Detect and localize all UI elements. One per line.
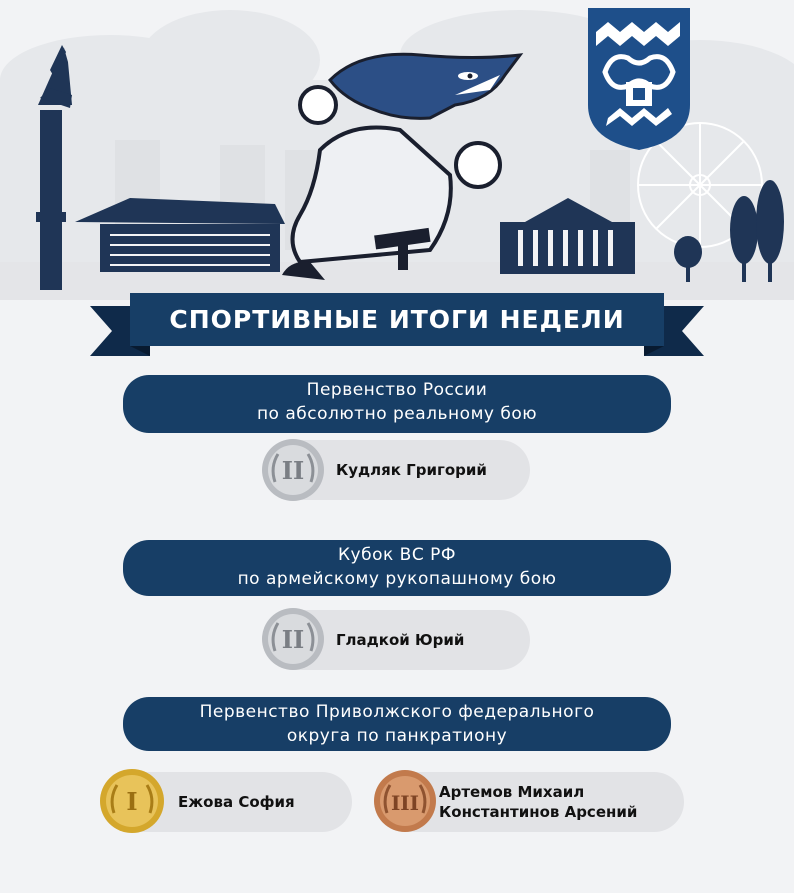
- medal-place: I: [126, 787, 138, 816]
- city-emblem-icon: [588, 8, 690, 150]
- event-title-line: по абсолютно реальному бою: [256, 404, 538, 424]
- page-title: СПОРТИВНЫЕ ИТОГИ НЕДЕЛИ: [169, 304, 625, 334]
- silver-medal-icon: [260, 606, 326, 672]
- athlete-name: Кудляк Григорий: [336, 461, 487, 479]
- medal-place: II: [281, 625, 305, 654]
- athlete-name: Гладкой Юрий: [336, 631, 465, 649]
- palace-building-icon: [75, 198, 285, 272]
- medal-place: II: [281, 456, 305, 485]
- event-title-line: Кубок ВС РФ: [337, 545, 456, 565]
- event-title-line: Первенство Приволжского федерального: [199, 702, 595, 722]
- athlete-names: [439, 782, 637, 822]
- event-title-card: [123, 375, 671, 433]
- header-illustration: [0, 0, 794, 300]
- event-title-line: Первенство России: [306, 380, 488, 400]
- medal-place: III: [390, 791, 420, 815]
- gold-medal-icon: [98, 767, 166, 835]
- event-title-line: по армейскому рукопашному бою: [237, 569, 557, 589]
- event-title-card: [123, 540, 671, 596]
- athlete-name: Ежова София: [178, 793, 295, 811]
- bronze-medal-icon: [372, 768, 438, 834]
- athlete-name: Константинов Арсений: [439, 803, 638, 821]
- silver-medal-icon: [260, 437, 326, 503]
- event-title-card: [123, 697, 671, 751]
- event-title-line: округа по панкратиону: [286, 726, 508, 746]
- athlete-name: Артемов Михаил: [439, 783, 585, 801]
